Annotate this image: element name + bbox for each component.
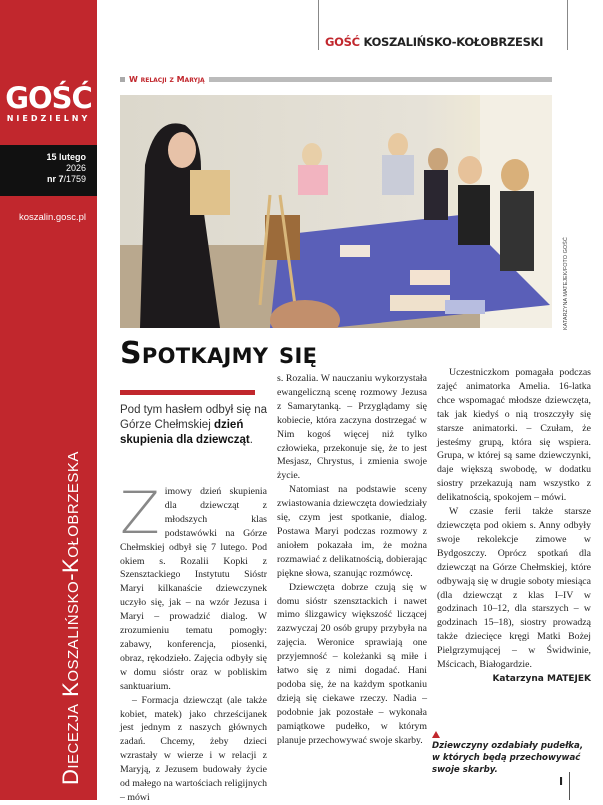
sidebar	[0, 0, 97, 800]
section-label	[120, 73, 552, 85]
author: Katarzyna MATEJEK	[492, 673, 591, 684]
website-link[interactable]: koszalin.gosc.pl	[18, 212, 86, 223]
issue-number: nr 7	[46, 174, 64, 184]
lead-text: Pod tym hasłem odbył się na Górze Chełmskiej	[120, 404, 268, 431]
photo-credit: KATARZYNA MATEJEK/FOTO GOŚĆ	[563, 237, 569, 330]
photo-illustration	[120, 95, 552, 328]
page-number: I	[559, 775, 564, 788]
lead-bold: dzień skupienia dla dziewcząt	[120, 419, 250, 446]
header-edition: KOSZALIŃSKO-KOŁOBRZESKI	[363, 35, 544, 49]
paragraph: Uczestniczkom pomagała podczas zajęć animatorka Amelia. 16-latka chce wspomagać młodsze dziewczęta, tak jak kiedyś o nią troszczyły się starsze animatorki. – Czułam, że jesteśmy grupą, która się wspiera. Grupa, w której są same dziewczynki, daje większą swobodę, w dodatku siostry przekazują nam wszystko z delikatnością, spokojem – mówi.	[437, 367, 591, 504]
article-photo	[120, 95, 552, 328]
paragraph: Dziewczęta dobrze czują się w domu sióstr szensztackich i nawet mimo ślizgawicy większość liczącej zazwyczaj 20 osób grupy przybyła na zajęcia. Weronice sprawiają one przyjemność – koleżanki są miłe i łatwo się z nimi dogadać. Hani podoba się, że na każdym spotkaniu dzieją się ciekawe rzeczy. Nadia – podobnie jak pozostałe – wykonała pamiątkowe pudełko, w którym planuje przechowywać swoje skarby.	[277, 581, 427, 746]
article-column-1	[120, 479, 267, 805]
edition-header	[325, 35, 543, 49]
caption-triangle-icon	[432, 731, 440, 738]
photo-caption: Dziewczyny ozdabiały pudełka, w których będą przechowywać swoje skarby.	[432, 741, 584, 775]
lead-end: .	[249, 434, 253, 446]
logo-main: GOŚĆ	[5, 81, 92, 115]
issue-date-day: 15 lutego	[46, 152, 86, 162]
header-brand: GOŚĆ	[325, 35, 360, 49]
section-bar	[209, 77, 552, 82]
page-number-divider	[569, 772, 570, 800]
title-rule	[120, 390, 255, 395]
issue-total: /1759	[63, 174, 86, 184]
paragraph: imowy dzień skupienia dla dziewcząt z młodszych klas podstawówki na Górze Chełmskiej odbył się 7 lutego. Pod okiem s. Rozalii Kopki z Szensztackiego Instytutu Sióstr Maryi kilkanaście dziewczynek uczyło się, jak – na wzór Jezusa i Maryi – prowadzić dialog. W zrozumieniu tematu pomogły: zabawy, konferencja, piosenki, obraz, rękodzieło. Zajęcia odbyły się w domu sióstr oraz w pobliskim sanktuarium.	[120, 486, 267, 692]
paragraph-continued: s. Rozalia. W nauczaniu wykorzystała ewangeliczną scenę rozmowy Jezusa z Samarytanką. – Przyglądamy się kobiecie, która zaczyna dostrzegać w Nim kogoś więcej niż tylko człowieka, przekonuje się, że to jest Mesjasz, Chrystus, i zmienia swoje życie.	[277, 373, 427, 482]
header-divider	[567, 0, 568, 50]
issue-info	[0, 145, 97, 196]
gosc-niedzielny-logo	[0, 82, 97, 123]
article-column-3	[437, 366, 591, 687]
drop-cap: Z	[120, 479, 160, 547]
diocese-title: Diecezja Koszalińsko-Kołobrzeska	[58, 451, 83, 785]
paragraph: Natomiast na podstawie sceny zwiastowania dziewczęta dowiedziały się, czym jest spotkanie, dialog. Postawa Maryi podczas rozmowy z aniołem pokazała im, że można rozmawiać z delikatnością, dobierając piękne słowa, szanując rozmówcę.	[277, 484, 427, 579]
square-bullet-icon	[120, 77, 125, 82]
header-divider	[318, 0, 319, 50]
article-title: Spotkajmy się	[120, 336, 318, 371]
article-lead	[120, 403, 270, 448]
issue-year: 2026	[65, 163, 86, 173]
section-label-text: W relacji z Maryją	[129, 74, 205, 84]
paragraph: W czasie ferii także starsze dziewczęta pod okiem s. Anny odbyły swoje rekolekcje zimowe w Bydgoszczy. Oprócz spotkań dla dziewcząt na Górze Chełmskiej, które odbywają się w drugie soboty miesiąca (dla dziewcząt z klas I–IV w godzinach 10–12, dla starszych – w godzinach 15–18), siostry prowadzą także dziecięce kręgi Matki Bożej Pielgrzymującej – w Świdwinie, Mścicach, Białogardzie.	[437, 506, 591, 671]
article-column-2	[277, 372, 427, 747]
logo-sub: NIEDZIELNY	[6, 114, 91, 123]
paragraph: – Formacja dziewcząt (ale także kobiet, matek) jako chrześcijanek jest jednym z naszych głównych zadań. Chcemy, żeby dzieci wzrastały w wierze i w relacji z Maryją, z Jezusem budowały życie od małego na wartościach religijnych – mówi	[120, 694, 267, 803]
